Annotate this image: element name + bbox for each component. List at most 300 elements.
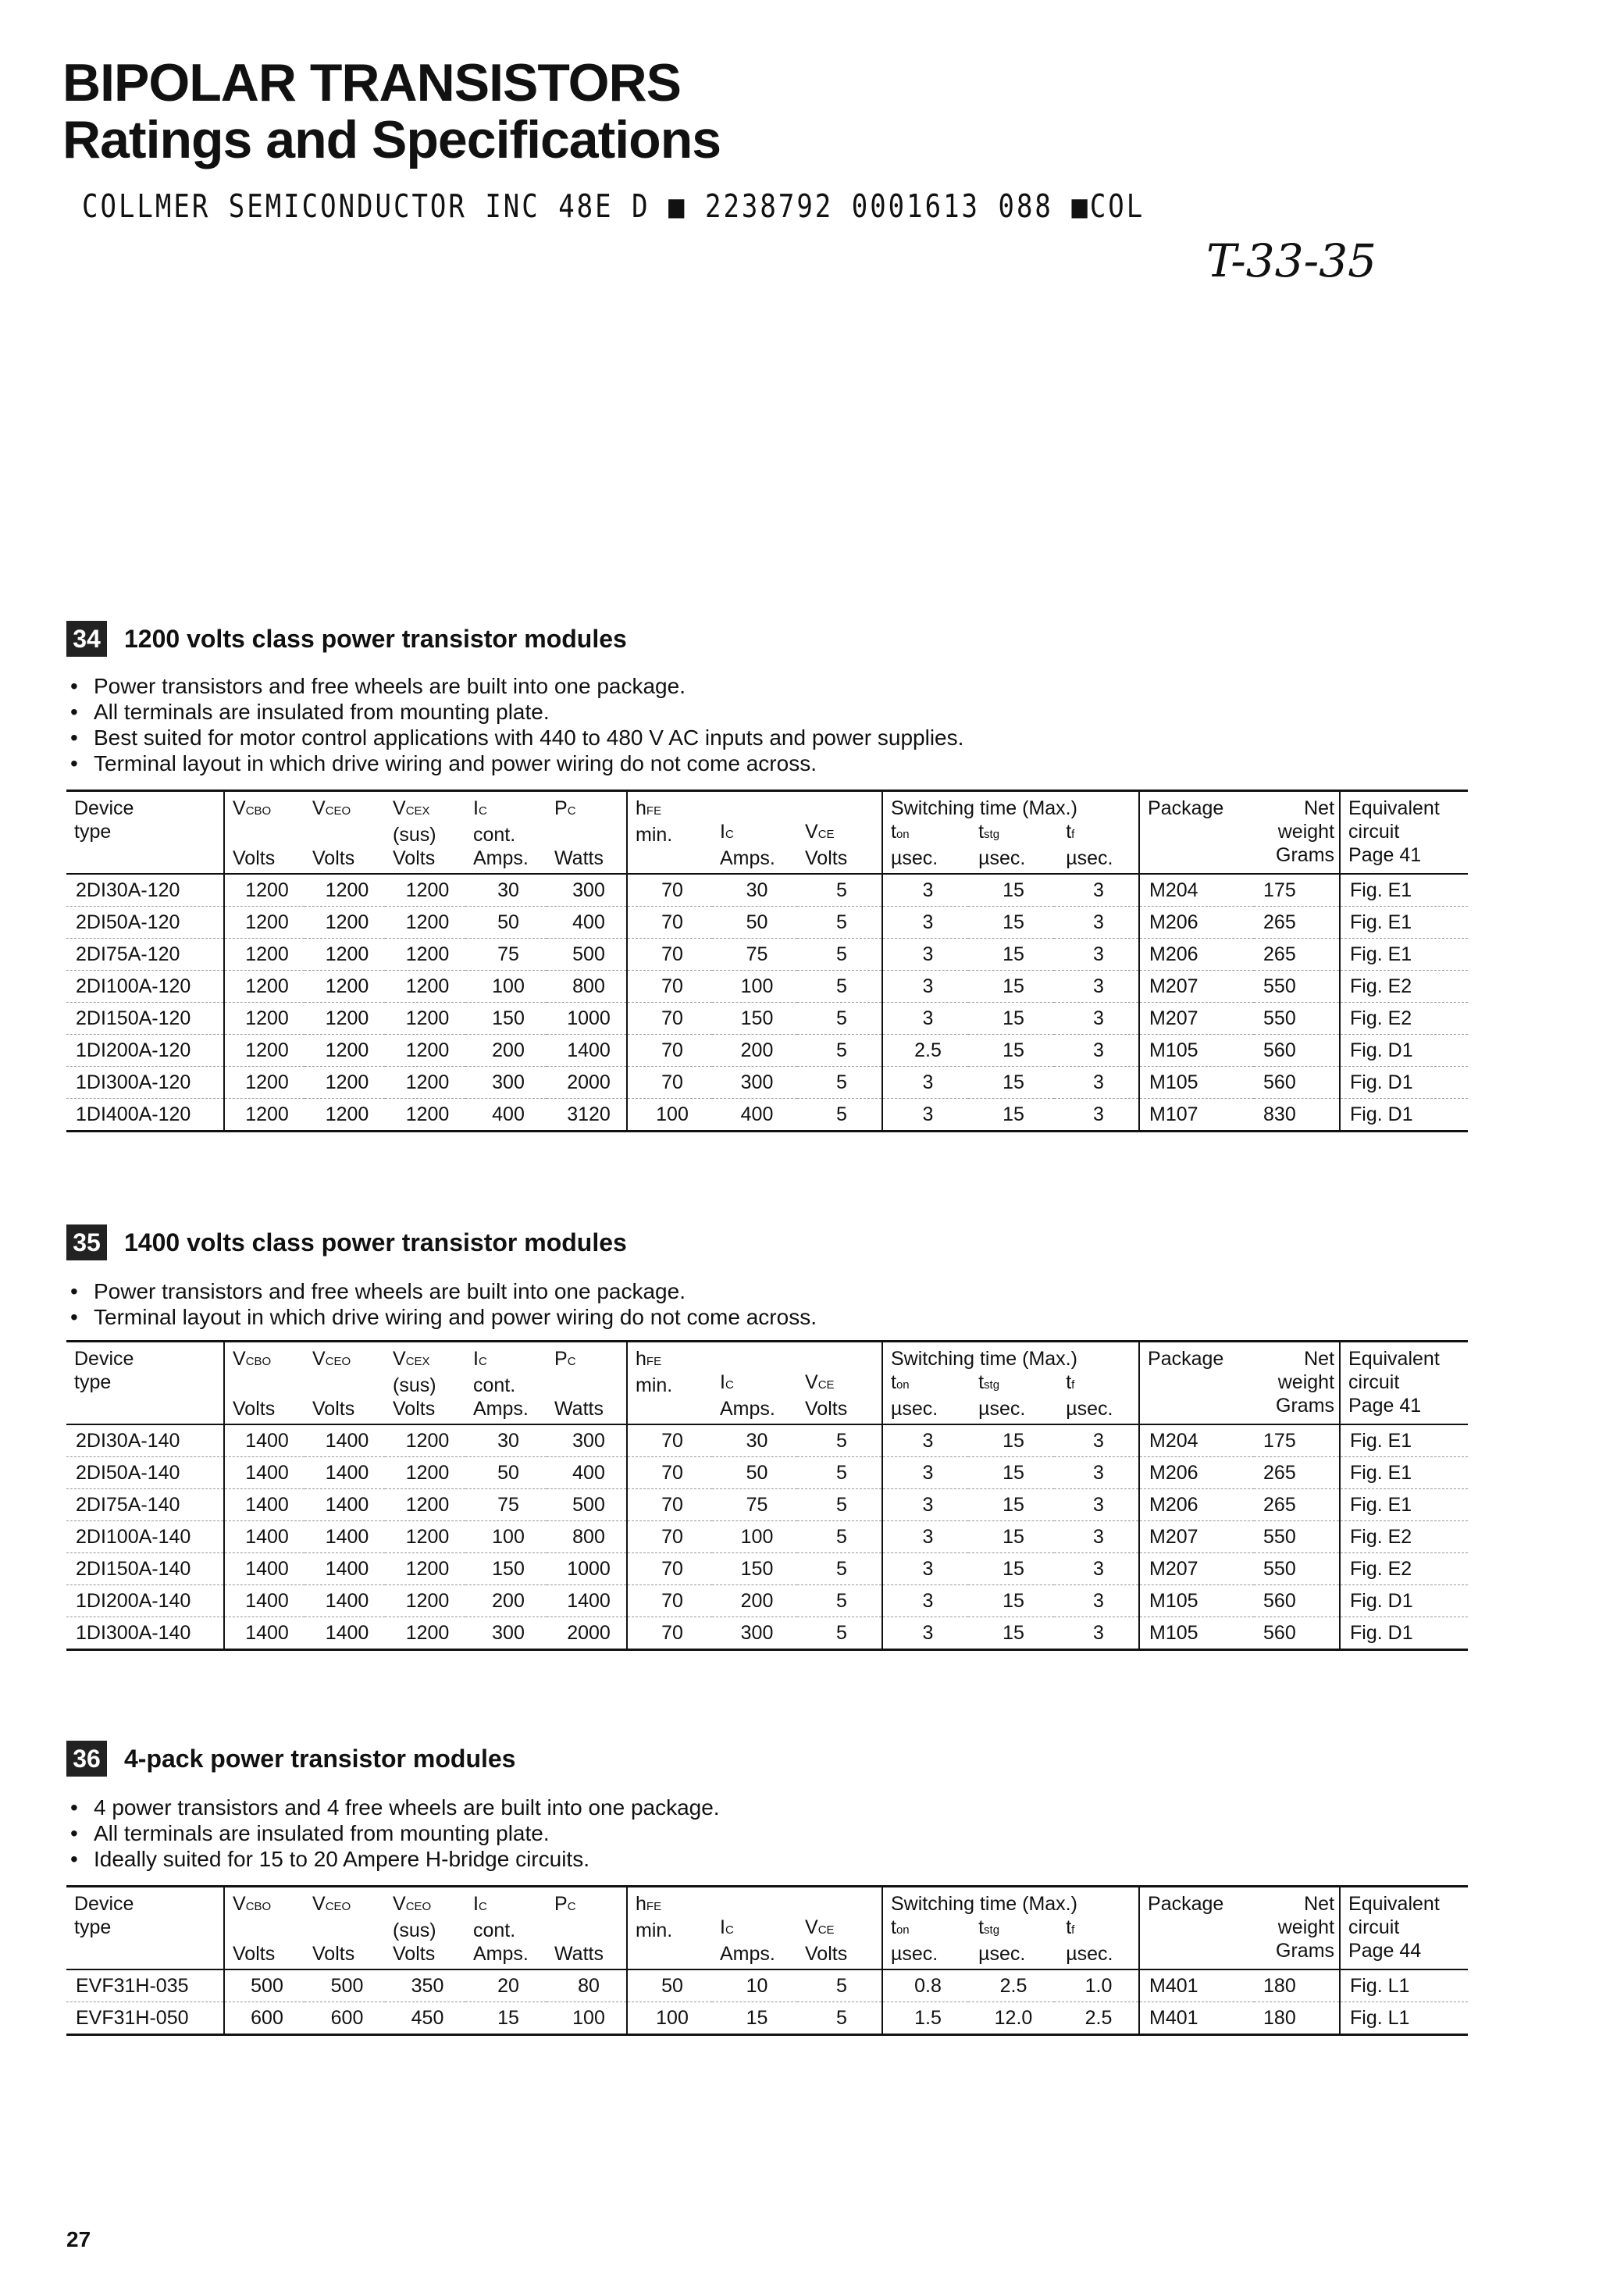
table-cell: 1400 <box>224 1521 304 1553</box>
table-cell: 1DI400A-120 <box>76 1103 191 1125</box>
table-cell: 1400 <box>547 1585 627 1617</box>
table-cell: 1200 <box>385 1424 465 1457</box>
table-cell: Fig. E2 <box>1340 971 1468 1003</box>
table-cell: 3 <box>1054 1457 1139 1489</box>
table-cell: 100 <box>572 2006 605 2029</box>
table-cell: 300 <box>465 1067 547 1099</box>
table-cell: M107 <box>1139 1099 1254 1132</box>
table-cell: 15 <box>968 874 1054 907</box>
table-cell: 1200 <box>224 971 304 1003</box>
table-cell: 1200 <box>304 1067 385 1099</box>
col-pc: PC Watts <box>547 1887 627 1970</box>
table-cell: 1200 <box>405 1621 450 1644</box>
table-cell: 1000 <box>547 1003 627 1035</box>
table-cell: 1200 <box>385 971 465 1003</box>
table-cell: 550 <box>1254 1003 1340 1035</box>
col-ic-test: IC Amps. <box>712 791 797 875</box>
table-cell: 2DI100A-120 <box>66 971 224 1003</box>
col-ic-test: IC Amps. <box>712 1342 797 1425</box>
feature-item: • Best suited for motor control applications with 440 to 480 V AC inputs and power supplies. <box>70 725 963 750</box>
table-cell: 400 <box>547 1457 627 1489</box>
table-cell: 2DI150A-120 <box>66 1003 224 1035</box>
spec-table <box>66 790 1468 1132</box>
table-cell: M207 <box>1139 971 1254 1003</box>
table-cell: 5 <box>836 1621 847 1644</box>
table-cell: 500 <box>547 939 627 971</box>
table-cell: 1.0 <box>1054 1969 1139 2002</box>
table-row <box>66 939 1468 971</box>
table-cell: 75 <box>465 1489 547 1521</box>
table-cell: 300 <box>547 1424 627 1457</box>
table-cell: 3 <box>882 907 968 939</box>
table-cell: 2DI150A-140 <box>66 1553 224 1585</box>
table-cell: 830 <box>1263 1103 1296 1125</box>
table-cell: 1200 <box>405 1103 450 1125</box>
table-cell: 1200 <box>385 874 465 907</box>
table-cell: 15 <box>968 1003 1054 1035</box>
table-cell: 1200 <box>385 1067 465 1099</box>
table-cell: 1200 <box>304 907 385 939</box>
table-cell: 3 <box>1093 1621 1104 1644</box>
feature-item: • Power transistors and free wheels are built into one package. <box>70 673 963 699</box>
table-cell: 1200 <box>224 1099 304 1132</box>
scan-stamp: COLLMER SEMICONDUCTOR INC 48E D ■ 2238792 0001613 088 ■COL <box>82 188 1145 226</box>
table-cell: 350 <box>385 1969 465 2002</box>
feature-item: • Power transistors and free wheels are built into one package. <box>70 1278 817 1304</box>
table-cell: 70 <box>627 1553 712 1585</box>
table-cell: 15 <box>968 907 1054 939</box>
table-row <box>66 1424 1468 1457</box>
table-cell: 3 <box>1054 907 1139 939</box>
table-cell: 1200 <box>304 1035 385 1067</box>
table-cell: 150 <box>712 1553 797 1585</box>
table-cell: Fig. L1 <box>1340 2002 1468 2035</box>
table-cell: Fig. E1 <box>1340 939 1468 971</box>
table-cell: 100 <box>627 2002 712 2035</box>
table-cell: 30 <box>712 1424 797 1457</box>
table-row <box>66 1035 1468 1067</box>
table-cell: 5 <box>797 874 882 907</box>
section-title: 1400 volts class power transistor modules <box>124 1228 627 1257</box>
table-cell: 5 <box>836 2006 847 2029</box>
table-cell: 70 <box>627 874 712 907</box>
table-cell: 1400 <box>224 1457 304 1489</box>
table-cell: 800 <box>547 971 627 1003</box>
table-cell: 2.5 <box>968 1969 1054 2002</box>
table-cell: EVF31H-050 <box>76 2006 189 2029</box>
table-cell: 30 <box>465 1424 547 1457</box>
table-cell: 3 <box>1054 874 1139 907</box>
table-cell: 1200 <box>385 907 465 939</box>
table-cell: 550 <box>1254 1553 1340 1585</box>
table-cell: 265 <box>1254 907 1340 939</box>
table-cell: M207 <box>1139 1553 1254 1585</box>
feature-item: • Terminal layout in which drive wiring and power wiring do not come across. <box>70 1304 817 1330</box>
table-cell: 1200 <box>385 1553 465 1585</box>
table-cell: 5 <box>797 1457 882 1489</box>
feature-item: • All terminals are insulated from mounting plate. <box>70 1820 720 1846</box>
table-cell: 50 <box>627 1969 712 2002</box>
table-cell: 1200 <box>304 971 385 1003</box>
table-cell: 3 <box>1054 1003 1139 1035</box>
section-heading <box>66 1224 627 1260</box>
table-cell: 5 <box>797 939 882 971</box>
table-cell: 100 <box>465 1521 547 1553</box>
table-cell: Fig. D1 <box>1340 1617 1468 1650</box>
table-row <box>66 1489 1468 1521</box>
table-cell: 5 <box>797 1585 882 1617</box>
table-header-row <box>66 1887 1468 1970</box>
table-cell: 50 <box>465 1457 547 1489</box>
table-cell: 15 <box>968 1035 1054 1067</box>
table-cell: 1400 <box>224 1617 304 1650</box>
col-equivalent: Equivalent circuit Page 44 <box>1340 1887 1468 1970</box>
table-cell: 5 <box>797 1067 882 1099</box>
table-cell: 15 <box>968 1553 1054 1585</box>
col-vcbo: VCBO Volts <box>224 791 304 875</box>
col-vceo: VCEO Volts <box>304 1887 385 1970</box>
col-switching: Switching time (Max.) ton µsec. tstg µsec. tf µsec. <box>882 1342 1139 1425</box>
table-cell: 15 <box>968 1424 1054 1457</box>
col-vcex: VCEO (sus) Volts <box>385 1887 465 1970</box>
table-cell: 2DI30A-120 <box>66 874 224 907</box>
table-cell: 1200 <box>385 1489 465 1521</box>
table-cell: 15 <box>497 2006 519 2029</box>
section-number-badge: 34 <box>66 621 107 657</box>
table-cell: 5 <box>797 1489 882 1521</box>
table-row <box>66 1521 1468 1553</box>
table-cell: 15 <box>968 971 1054 1003</box>
table-cell: 3 <box>1054 1424 1139 1457</box>
table-cell: 0.8 <box>882 1969 968 2002</box>
table-cell: 1200 <box>224 907 304 939</box>
table-cell: 1200 <box>304 939 385 971</box>
table-row <box>66 1067 1468 1099</box>
table-cell: 1400 <box>304 1489 385 1521</box>
table-cell: 5 <box>836 1103 847 1125</box>
table-cell: 1DI300A-120 <box>66 1067 224 1099</box>
table-cell: 75 <box>465 939 547 971</box>
table-cell: M105 <box>1139 1035 1254 1067</box>
table-cell: M204 <box>1139 874 1254 907</box>
table-cell: 3 <box>1054 1585 1139 1617</box>
table-cell: 400 <box>740 1103 774 1125</box>
table-cell: 3 <box>1054 1489 1139 1521</box>
table-cell: Fig. E1 <box>1340 874 1468 907</box>
table-cell: 800 <box>547 1521 627 1553</box>
table-cell: 1DI200A-140 <box>66 1585 224 1617</box>
table-cell: M206 <box>1139 939 1254 971</box>
table-cell: 150 <box>465 1553 547 1585</box>
table-cell: M105 <box>1139 1585 1254 1617</box>
feature-item: • All terminals are insulated from mounting plate. <box>70 699 963 725</box>
table-cell: 550 <box>1254 1521 1340 1553</box>
feature-list <box>70 673 963 776</box>
col-equivalent: Equivalent circuit Page 41 <box>1340 791 1468 875</box>
table-cell: 2DI75A-140 <box>66 1489 224 1521</box>
table-row <box>66 971 1468 1003</box>
table-row <box>66 1457 1468 1489</box>
table-cell: 75 <box>712 939 797 971</box>
table-cell: 1400 <box>224 1553 304 1585</box>
table-cell: Fig. E1 <box>1340 1457 1468 1489</box>
col-switching: Switching time (Max.) ton µsec. tstg µsec. tf µsec. <box>882 1887 1139 1970</box>
table-cell: 5 <box>797 1035 882 1067</box>
table-cell: 15 <box>968 1489 1054 1521</box>
table-cell: 1200 <box>385 1521 465 1553</box>
table-cell: 5 <box>797 971 882 1003</box>
table-cell: M207 <box>1139 1521 1254 1553</box>
table-cell: 100 <box>465 971 547 1003</box>
col-pc: PC Watts <box>547 1342 627 1425</box>
table-cell: 1200 <box>385 939 465 971</box>
section-title: 4-pack power transistor modules <box>124 1744 516 1773</box>
page-title: BIPOLAR TRANSISTORS <box>62 53 682 112</box>
table-cell: Fig. E1 <box>1340 907 1468 939</box>
col-vceo: VCEO Volts <box>304 791 385 875</box>
table-cell: 15 <box>968 1067 1054 1099</box>
col-vcbo: VCBO Volts <box>224 1342 304 1425</box>
table-cell: 1200 <box>304 1003 385 1035</box>
section-number-badge: 35 <box>66 1224 107 1260</box>
feature-list <box>70 1278 817 1330</box>
col-ic-test: IC Amps. <box>712 1887 797 1970</box>
table-cell: 560 <box>1263 1621 1296 1644</box>
table-cell: 15 <box>968 939 1054 971</box>
table-cell: 1DI300A-140 <box>76 1621 191 1644</box>
table-cell: 180 <box>1263 2006 1296 2029</box>
table-cell: Fig. D1 <box>1340 1035 1468 1067</box>
table-cell: 265 <box>1254 939 1340 971</box>
table-cell: 70 <box>627 1067 712 1099</box>
table-cell: 2DI50A-140 <box>66 1457 224 1489</box>
table-cell: 100 <box>627 1099 712 1132</box>
col-package: Package <box>1139 1887 1254 1970</box>
table-cell: Fig. E1 <box>1340 1424 1468 1457</box>
table-cell: 3 <box>882 939 968 971</box>
table-row <box>66 2002 1468 2035</box>
table-cell: 1.5 <box>882 2002 968 2035</box>
table-cell: 1400 <box>304 1521 385 1553</box>
table-cell: M401 <box>1139 2002 1254 2035</box>
table-cell: 1200 <box>224 1035 304 1067</box>
table-cell: 1400 <box>224 1585 304 1617</box>
table-cell: 3120 <box>567 1103 611 1125</box>
table-cell: M105 <box>1139 1067 1254 1099</box>
table-cell: 1200 <box>304 874 385 907</box>
table-cell: 3 <box>1093 1103 1104 1125</box>
table-cell: 2.5 <box>1084 2006 1113 2029</box>
table-cell: 5 <box>797 1003 882 1035</box>
table-cell: 300 <box>712 1067 797 1099</box>
table-cell: M206 <box>1139 907 1254 939</box>
table-cell: 2DI50A-120 <box>66 907 224 939</box>
table-cell: 30 <box>712 874 797 907</box>
table-cell: 1400 <box>325 1621 369 1644</box>
col-ic: IC cont. Amps. <box>465 1342 547 1425</box>
page-subtitle: Ratings and Specifications <box>62 110 721 169</box>
table-cell: 1200 <box>385 1003 465 1035</box>
table-cell: 2DI100A-140 <box>66 1521 224 1553</box>
table-cell: M204 <box>1139 1424 1254 1457</box>
section-number-badge: 36 <box>66 1741 107 1777</box>
col-hfe: hFE min. <box>627 1342 712 1425</box>
table-cell: 3 <box>882 1067 968 1099</box>
table-cell: M401 <box>1139 1969 1254 2002</box>
table-cell: 265 <box>1254 1489 1340 1521</box>
table-cell: 3 <box>1054 1035 1139 1067</box>
table-cell: Fig. E2 <box>1340 1003 1468 1035</box>
table-cell: 1200 <box>224 1003 304 1035</box>
table-cell: M206 <box>1139 1489 1254 1521</box>
col-package: Package <box>1139 791 1254 875</box>
table-cell: 3 <box>882 1424 968 1457</box>
page-number: 27 <box>66 2227 91 2251</box>
table-cell: Fig. E1 <box>1340 1489 1468 1521</box>
table-cell: 200 <box>465 1035 547 1067</box>
table-row <box>66 1099 1468 1132</box>
col-vcex: VCEX (sus) Volts <box>385 791 465 875</box>
table-cell: 1400 <box>304 1585 385 1617</box>
table-row <box>66 1969 1468 2002</box>
col-vce: VCE Volts <box>797 791 882 875</box>
table-cell: 15 <box>746 2006 768 2029</box>
table-cell: 150 <box>465 1003 547 1035</box>
section-title: 1200 volts class power transistor modules <box>124 624 627 653</box>
table-cell: 265 <box>1254 1457 1340 1489</box>
table-cell: Fig. D1 <box>1340 1067 1468 1099</box>
table-cell: 175 <box>1254 874 1340 907</box>
table-cell: 300 <box>547 874 627 907</box>
table-cell: 1400 <box>304 1553 385 1585</box>
table-cell: 70 <box>627 1457 712 1489</box>
col-vce: VCE Volts <box>797 1887 882 1970</box>
table-cell: M206 <box>1139 1457 1254 1489</box>
table-cell: 1400 <box>304 1424 385 1457</box>
table-cell: 3 <box>882 971 968 1003</box>
col-pc: PC Watts <box>547 791 627 875</box>
table-cell: 1DI200A-120 <box>66 1035 224 1067</box>
table-cell: 70 <box>627 1585 712 1617</box>
table-cell: Fig. E2 <box>1340 1521 1468 1553</box>
table-cell: 3 <box>1054 1521 1139 1553</box>
table-cell: 1200 <box>385 1035 465 1067</box>
table-cell: 5 <box>797 1553 882 1585</box>
table-cell: 3 <box>882 1457 968 1489</box>
table-cell: 3 <box>882 1585 968 1617</box>
table-cell: 1400 <box>224 1424 304 1457</box>
col-ic: IC cont. Amps. <box>465 791 547 875</box>
table-cell: 50 <box>465 907 547 939</box>
table-cell: 3 <box>882 1521 968 1553</box>
table-cell: 1200 <box>325 1103 369 1125</box>
table-cell: 3 <box>1054 1067 1139 1099</box>
col-vceo: VCEO Volts <box>304 1342 385 1425</box>
table-cell: 1200 <box>385 1457 465 1489</box>
table-cell: 70 <box>627 971 712 1003</box>
table-cell: 12.0 <box>994 2006 1033 2029</box>
col-switching: Switching time (Max.) ton µsec. tstg µsec. tf µsec. <box>882 791 1139 875</box>
table-cell: 1400 <box>547 1035 627 1067</box>
table-cell: 50 <box>712 1457 797 1489</box>
table-cell: 75 <box>712 1489 797 1521</box>
table-cell: 1000 <box>547 1553 627 1585</box>
table-cell: 3 <box>1054 939 1139 971</box>
table-cell: Fig. D1 <box>1340 1099 1468 1132</box>
table-cell: 500 <box>304 1969 385 2002</box>
table-cell: 5 <box>797 1521 882 1553</box>
table-cell: EVF31H-035 <box>66 1969 224 2002</box>
col-vcbo: VCBO Volts <box>224 1887 304 1970</box>
col-ic: IC cont. Amps. <box>465 1887 547 1970</box>
table-cell: 200 <box>465 1585 547 1617</box>
table-cell: 2000 <box>547 1067 627 1099</box>
col-package: Package <box>1139 1342 1254 1425</box>
table-cell: 1200 <box>385 1585 465 1617</box>
table-cell: 1200 <box>224 1067 304 1099</box>
table-cell: 180 <box>1254 1969 1340 2002</box>
table-cell: Fig. D1 <box>1340 1585 1468 1617</box>
section-heading <box>66 1741 515 1777</box>
table-cell: 3 <box>882 874 968 907</box>
table-header-row <box>66 791 1468 875</box>
table-cell: Fig. E2 <box>1340 1553 1468 1585</box>
table-cell: 100 <box>712 1521 797 1553</box>
table-cell: 3 <box>1054 1553 1139 1585</box>
table-cell: 400 <box>492 1103 525 1125</box>
table-cell: 560 <box>1254 1035 1340 1067</box>
feature-item: • Ideally suited for 15 to 20 Ampere H-bridge circuits. <box>70 1846 720 1872</box>
table-cell: 3 <box>882 1003 968 1035</box>
table-cell: 50 <box>712 907 797 939</box>
col-equivalent: Equivalent circuit Page 41 <box>1340 1342 1468 1425</box>
table-cell: 3 <box>882 1489 968 1521</box>
table-cell: 600 <box>330 2006 364 2029</box>
table-cell: 3 <box>882 1553 968 1585</box>
table-row <box>66 1553 1468 1585</box>
col-vcex: VCEX (sus) Volts <box>385 1342 465 1425</box>
table-cell: 200 <box>712 1585 797 1617</box>
spec-table <box>66 1340 1468 1651</box>
table-header-row <box>66 1342 1468 1425</box>
spec-table <box>66 1885 1468 2036</box>
col-weight: Net weight Grams <box>1254 791 1340 875</box>
table-cell: 15 <box>968 1457 1054 1489</box>
table-cell: 1200 <box>224 939 304 971</box>
table-cell: 70 <box>627 1003 712 1035</box>
feature-item: • Terminal layout in which drive wiring and power wiring do not come across. <box>70 750 963 776</box>
table-cell: 2DI30A-140 <box>66 1424 224 1457</box>
table-cell: 1200 <box>224 874 304 907</box>
table-cell: 3 <box>882 1099 968 1132</box>
section-heading <box>66 621 627 657</box>
col-hfe: hFE min. <box>627 791 712 875</box>
table-cell: 450 <box>411 2006 444 2029</box>
table-row <box>66 1003 1468 1035</box>
table-cell: 5 <box>797 907 882 939</box>
table-row <box>66 907 1468 939</box>
table-cell: 300 <box>492 1621 525 1644</box>
table-cell: 2DI75A-120 <box>66 939 224 971</box>
col-weight: Net weight Grams <box>1254 1342 1340 1425</box>
table-cell: 70 <box>627 1035 712 1067</box>
table-cell: 80 <box>547 1969 627 2002</box>
table-cell: 1400 <box>304 1457 385 1489</box>
table-cell: 560 <box>1254 1585 1340 1617</box>
col-device: Device type <box>66 1342 224 1425</box>
table-cell: Fig. L1 <box>1340 1969 1468 2002</box>
table-cell: 15 <box>968 1585 1054 1617</box>
